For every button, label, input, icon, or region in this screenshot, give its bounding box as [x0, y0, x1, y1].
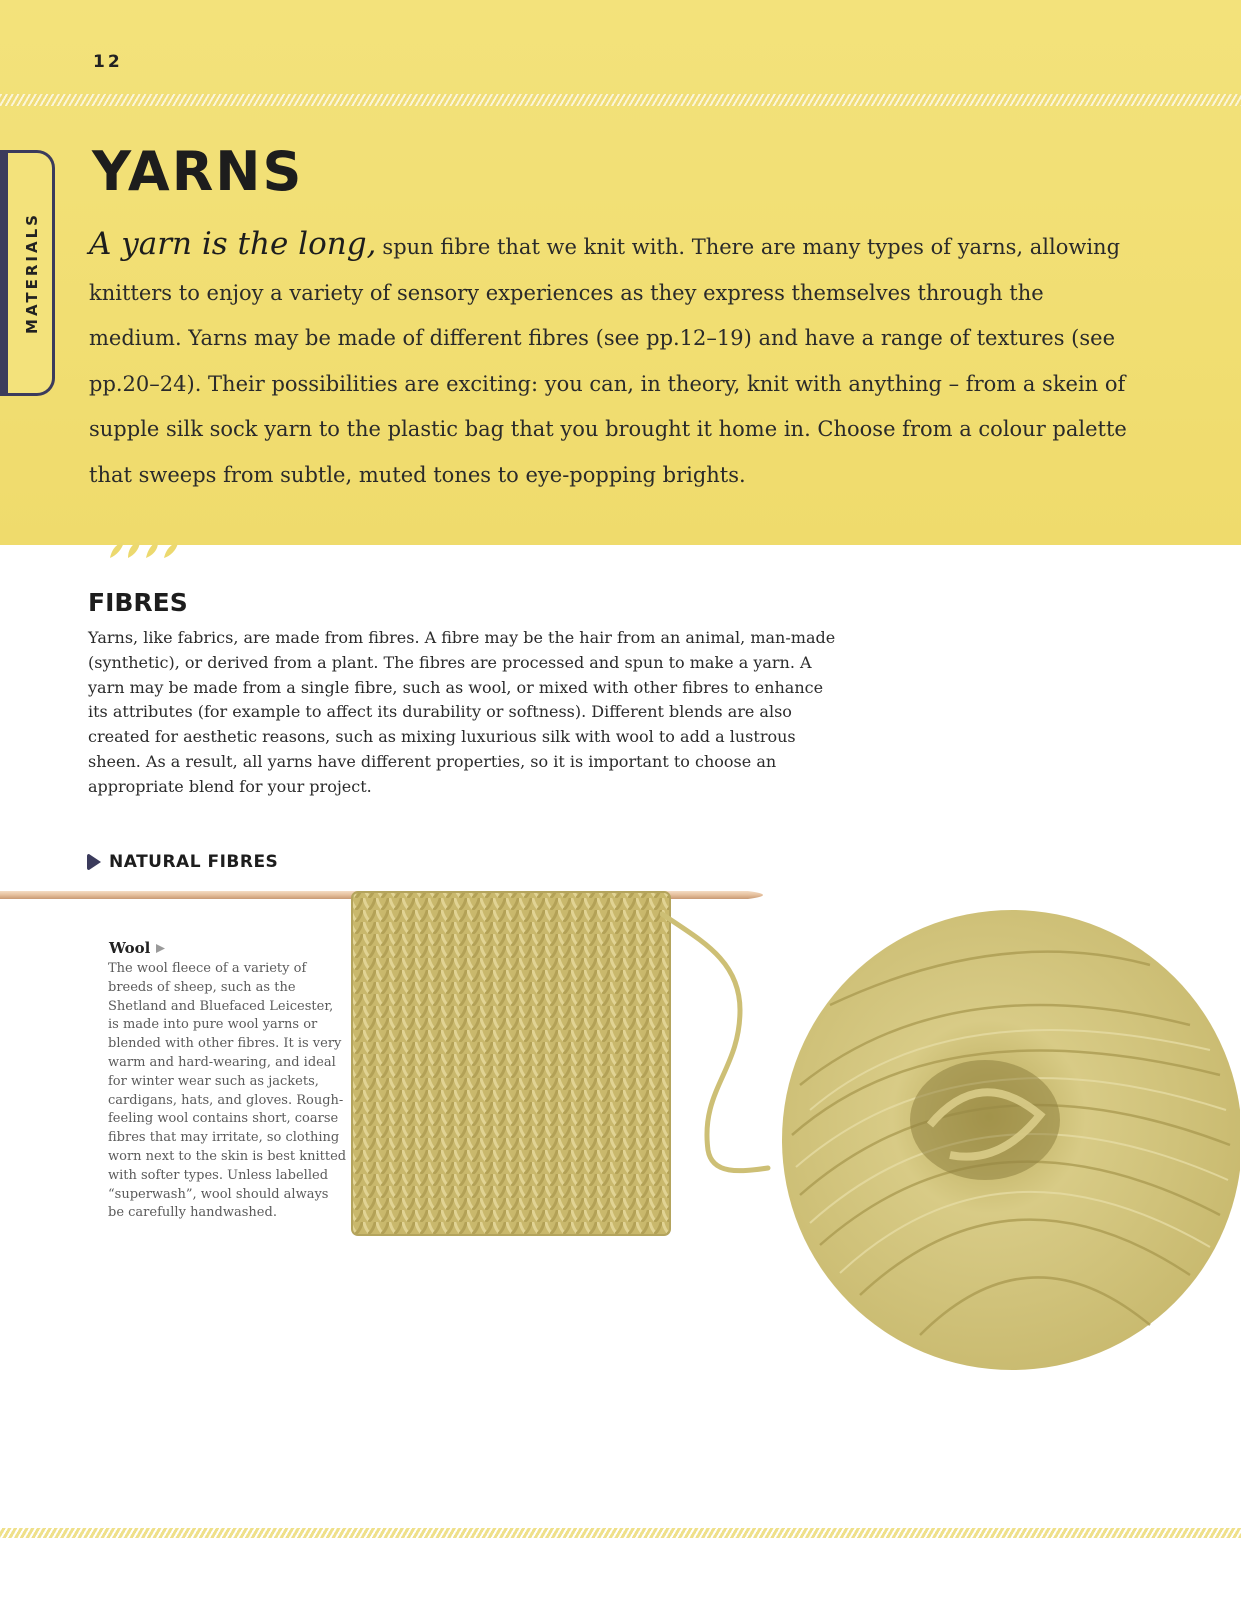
section-tab: [0, 150, 55, 396]
wool-description: The wool fleece of a variety of breeds of sheep, such as the Shetland and Bluefaced Leicester, is made into pure wool yarns or blended with other fibres. It is very warm and hard-wearing, and ideal for winter wear such as jackets, cardigans, hats, and gloves. Rough-feeling wool contains short, coarse fibres that may irritate, so clothing worn next to the skin is best knitted with softer types. Unless labelled “superwash”, wool should always be carefully handwashed.: [108, 961, 347, 1221]
fibres-body: Yarns, like fabrics, are made from fibres. A fibre may be the hair from an animal, man-made (synthetic), or derived from a plant. The fibres are processed and spun to make a yarn. A yarn may be made from a single fibre, such as wool, or mixed with other fibres to enhance its attributes (for example to affect its durability or softness). Different blends are also created for aesthetic reasons, such as mixing luxurious silk with wool to add a lustrous sheen. As a result, all yarns have different properties, so it is important to choose an appropriate blend for your project.: [88, 628, 836, 796]
page-number: 12: [93, 52, 123, 72]
leaf-motif-icon: [108, 540, 184, 560]
section-tab-bar: [0, 153, 8, 393]
triangle-bullet-icon: [86, 853, 103, 871]
knitted-swatch-image: [350, 886, 675, 1241]
bottom-stripe-divider: [0, 1528, 1241, 1538]
caret-right-icon: [155, 943, 166, 954]
intro-text: spun fibre that we knit with. There are many types of yarns, allowing knitters to enjoy a variety of sensory experiences as they express themselves through the medium. Yarns may be made of different fibres (see pp.12–19) and have a range of textures (see pp.20–24). Their possibilities are exciting: you can, in theory, knit with anything – from a skein of supple silk sock yarn to the plastic bag that you brought it home in. Choose from a colour palette that sweeps from subtle, muted tones to eye-popping brights.: [89, 235, 1127, 487]
fibres-heading: FIBRES: [88, 588, 188, 617]
natural-fibres-heading: [86, 852, 278, 872]
wool-title: [109, 939, 166, 957]
page-title: YARNS: [92, 140, 304, 203]
yarn-ball-image: [770, 905, 1240, 1375]
yarn-strand-image: [660, 900, 780, 1200]
section-tab-label: MATERIALS: [23, 212, 41, 334]
wool-title-text: Wool: [109, 939, 151, 957]
intro-paragraph: [89, 222, 1139, 498]
top-stripe-divider: [0, 94, 1241, 106]
intro-lead: A yarn is the long,: [89, 226, 377, 262]
natural-fibres-label: NATURAL FIBRES: [109, 852, 279, 872]
